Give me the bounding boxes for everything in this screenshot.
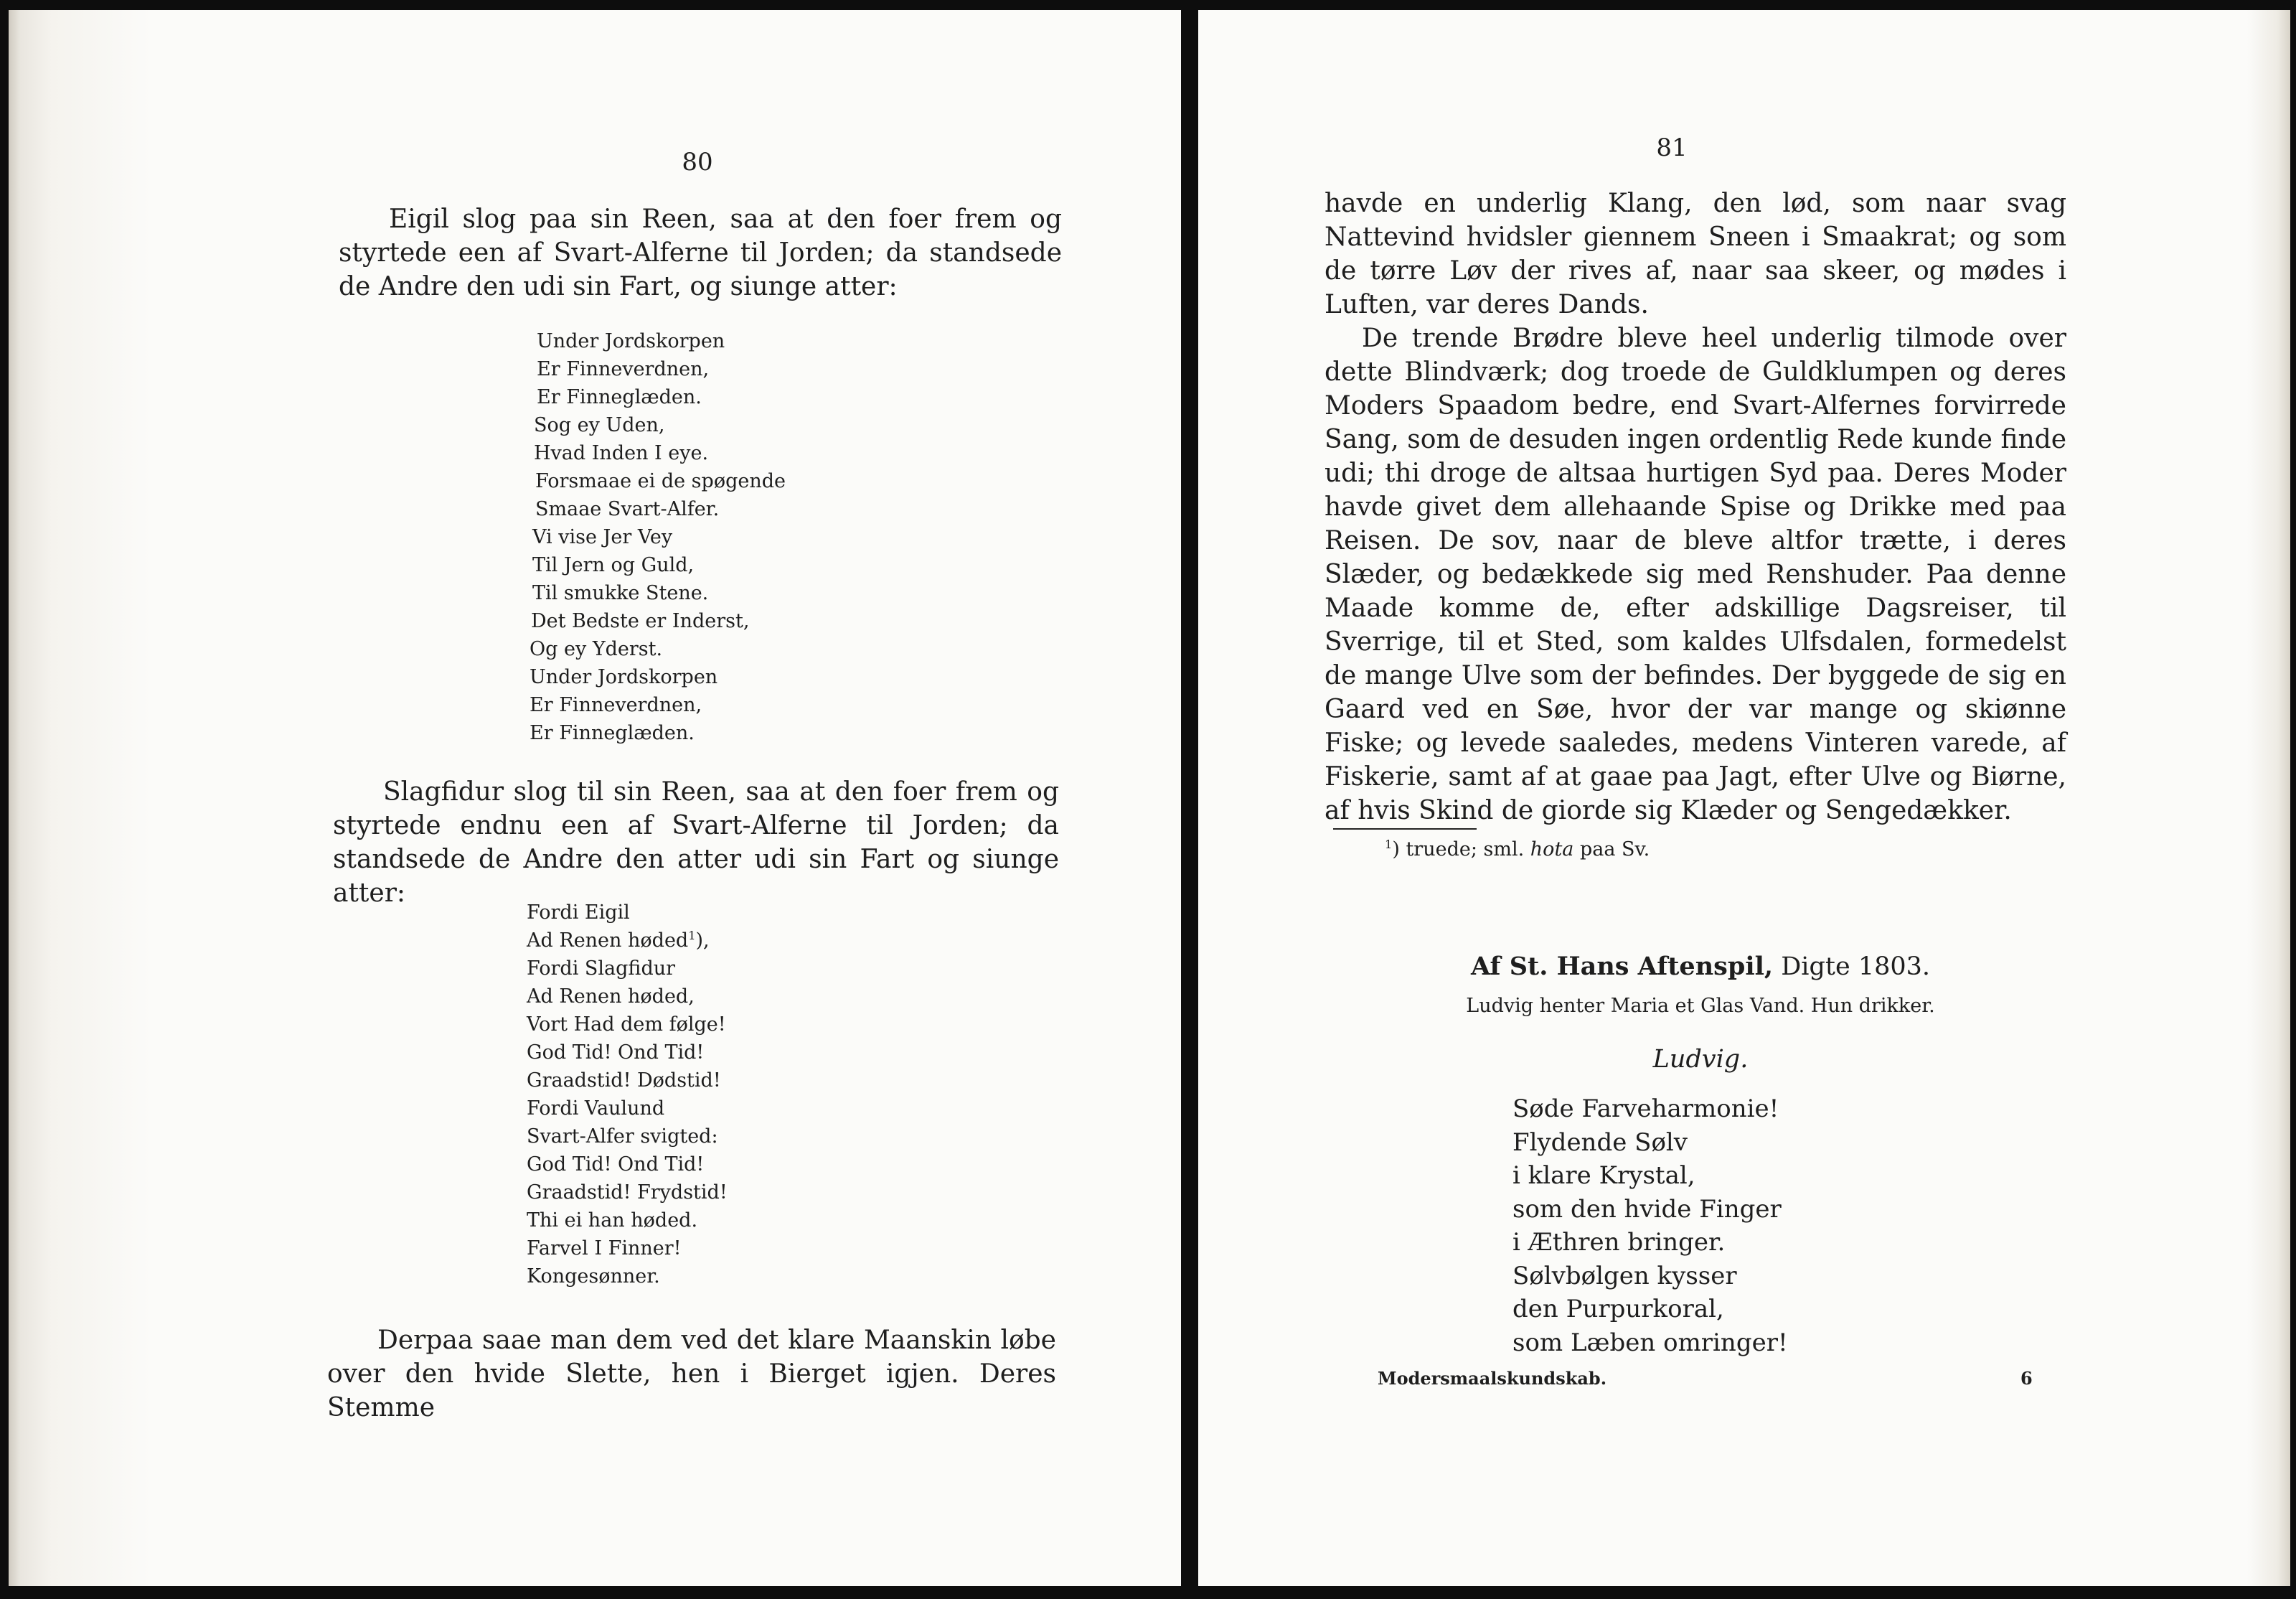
poem-stanza xyxy=(1512,1092,1886,1359)
verse-line: Vort Had dem følge! xyxy=(527,1013,726,1036)
signature-mark: Modersmaalskundskab. xyxy=(1378,1368,1607,1389)
page-edge-shadow xyxy=(9,10,152,1586)
verse-line: Farvel I Finner! xyxy=(527,1237,682,1260)
section-title: Af St. Hans Aftenspil, Digte 1803. xyxy=(1470,952,1931,981)
page-number: 80 xyxy=(682,148,713,177)
verse-line: Svart-Alfer svigted: xyxy=(527,1125,718,1148)
footnote-reference[interactable]: 1 xyxy=(688,929,696,942)
stage-direction: Ludvig henter Maria et Glas Vand. Hun drikker. xyxy=(1466,995,1935,1017)
verse-line: Vi vise Jer Vey xyxy=(532,526,673,548)
verse-line: Kongesønner. xyxy=(527,1265,660,1288)
speaker-name: Ludvig. xyxy=(1652,1045,1749,1074)
page-edge-shadow xyxy=(2247,10,2290,1586)
verse-line: Under Jordskorpen xyxy=(530,666,718,688)
verse-line: Hvad Inden I eye. xyxy=(534,442,709,464)
verse-line: Sølvbølgen kysser xyxy=(1512,1261,1737,1290)
verse-line: Og ey Yderst. xyxy=(530,638,663,660)
paragraph: Slagfidur slog til sin Reen, saa at den foer frem og styrtede endnu een af Svart-Alferne til Jorden; da standsede de Andre den atter udi sin Fart og siunge atter: xyxy=(333,777,1059,908)
verse-line: Under Jordskorpen xyxy=(537,330,725,352)
verse-line: Ad Renen høded$^1$), xyxy=(527,929,710,952)
verse-line: Graadstid! Dødstid! xyxy=(527,1069,721,1092)
paragraph-group xyxy=(1325,187,2066,827)
paragraph: Derpaa saae man dem ved det klare Maanskin løbe over den hvide Slette, hen i Bierget igjen. Deres Stemme xyxy=(327,1326,1056,1422)
verse-line: Fordi Slagfidur xyxy=(527,957,676,980)
footnote: $^1$) truede; sml. hota paa Sv. xyxy=(1385,838,1650,861)
paragraph: De trende Brødre bleve heel underlig tilmode over dette Blindværk; dog troede de Guldklumpen og deres Moders Spaadom bedre, end Svart-Alfernes forvirrede Sang, som de desuden ingen ordentlig Rede kunde finde udi; thi droge de altsaa hurtigen Syd paa. Deres Moder havde givet dem allehaande Spise og Drikke med paa Reisen. De sov, naar de bleve altfor trætte, i deres Slæder, og bedækkede sig med Renshuder. Paa denne Maade komme de, efter adskillige Dagsreiser, til Sverrige, til et Sted, som kaldes Ulfsdalen, formedelst de mange Ulve som der befindes. Der byggede de sig en Gaard ved en Søe, hvor der var mange og skiønne Fiske; og levede saaledes, medens Vinteren varede, af Fiskerie, samt af at gaae paa Jagt, efter Ulve og Biørne, af hvis Skind de giorde sig Klæder og Sengedækker. xyxy=(1325,324,2066,825)
poem-stanza xyxy=(527,899,871,1290)
poem-stanza xyxy=(530,327,880,747)
verse-line: God Tid! Ond Tid! xyxy=(527,1041,705,1064)
verse-line: Forsmaae ei de spøgende xyxy=(535,470,786,492)
verse-line: Er Finneglæden. xyxy=(537,386,702,408)
left-page xyxy=(9,10,1181,1586)
verse-line: Er Finneverdnen, xyxy=(530,694,702,716)
verse-line: Flydende Sølv xyxy=(1512,1127,1688,1157)
verse-line: Det Bedste er Inderst, xyxy=(531,610,750,632)
verse-line: Søde Farveharmonie! xyxy=(1512,1094,1779,1123)
verse-line: Sog ey Uden, xyxy=(534,414,665,436)
verse-line: Graadstid! Frydstid! xyxy=(527,1181,728,1204)
paragraph: havde en underlig Klang, den lød, som naar svag Nattevind hvidsler giennem Sneen i Smaakrat; og som de tørre Løv der rives af, naar saa skeer, og mødes i Luften, var deres Dands. xyxy=(1325,189,2066,319)
verse-line: Ad Renen høded, xyxy=(527,985,695,1008)
paragraph: Eigil slog paa sin Reen, saa at den foer frem og styrtede een af Svart-Alferne til Jorden; da standsede de Andre den udi sin Fart, og siunge atter: xyxy=(339,205,1062,301)
verse-line: Er Finneverdnen, xyxy=(537,358,710,380)
verse-line: God Tid! Ond Tid! xyxy=(527,1153,705,1176)
verse-line: i Æthren bringer. xyxy=(1512,1228,1726,1257)
verse-line: Til smukke Stene. xyxy=(532,582,709,604)
verse-line: Fordi Eigil xyxy=(527,901,630,924)
page-number: 81 xyxy=(1656,133,1688,162)
verse-line: Til Jern og Guld, xyxy=(532,554,695,576)
verse-line: Smaae Svart-Alfer. xyxy=(535,498,720,520)
verse-line: som den hvide Finger xyxy=(1512,1194,1782,1224)
verse-line: den Purpurkoral, xyxy=(1512,1295,1724,1323)
verse-line: Er Finneglæden. xyxy=(530,722,695,744)
verse-line: i klare Krystal, xyxy=(1512,1161,1695,1190)
verse-line: Fordi Vaulund xyxy=(527,1097,665,1120)
signature-number: 6 xyxy=(2020,1368,2033,1389)
verse-line: som Læben omringer! xyxy=(1512,1328,1788,1357)
footnote-rule xyxy=(1333,828,1477,830)
verse-line: Thi ei han høded. xyxy=(527,1209,698,1232)
